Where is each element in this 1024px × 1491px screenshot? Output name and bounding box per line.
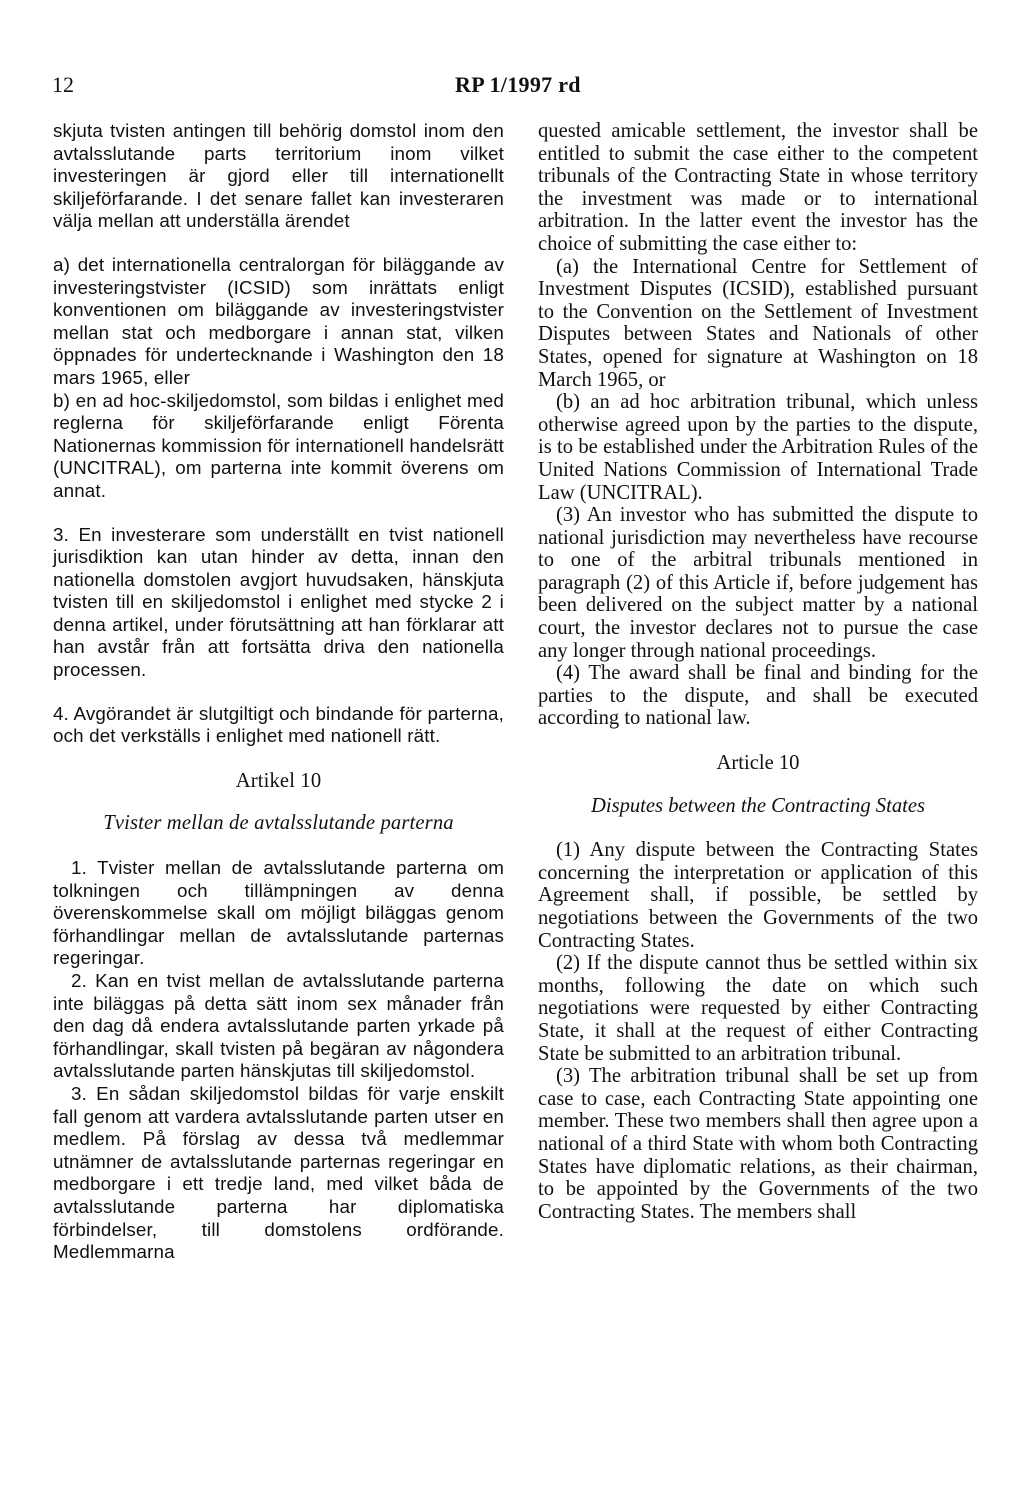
article-paragraph-2: 2. Kan en tvist mellan de avtalsslutande parterna inte biläggas på detta sätt inom sex månader från den dag då endera avtalsslutande parten yrkade på förhandlingar, skall tvisten på begäran av någondera avtalsslutande parten hänskjutas till skiljedomstol.	[53, 970, 504, 1082]
article-paragraph-3: 3. En sådan skiljedomstol bildas för varje enskilt fall genom att vardera avtalsslutande parten utser en medlem. På förslag av dessa två medlemmar utnämner de avtalsslutande parternas regeringar en medborgare i ett tredje land, med vilket båda de avtalsslutande parterna har diplomatiska förbindelser, till domstolens ordförande. Medlemmarna	[53, 1082, 504, 1263]
page-header	[0, 72, 1024, 98]
paragraph-option-a: a) det internationella centralorgan för biläggande av investeringstvister (ICSID) som inrättats enligt konventionen om biläggande av investeringstvister mellan stat och medborgare i annan stat, vilken öppnades för undertecknande i Washington den 18 mars 1965, eller	[53, 253, 504, 388]
swedish-column	[53, 120, 504, 1264]
paragraph-continuation: skjuta tvisten antingen till behörig domstol inom den avtalsslutande parts territorium inom vilket investeringen är gjord eller till internationellt skiljeförfarande. I det senare fallet kan investeraren välja mellan att underställa ärendet	[53, 120, 504, 232]
paragraph-3: (3) An investor who has submitted the dispute to national jurisdiction may nevertheless have recourse to one of the arbitral tribunals mentioned in paragraph (2) of this Article if, before judgement has been delivered on the subject matter by a national court, the investor declares not to pursue the case any longer through national proceedings.	[538, 504, 978, 662]
article-title: Disputes between the Contracting States	[590, 794, 926, 817]
paragraph-continuation: quested amicable settlement, the investor shall be entitled to submit the case either to the competent tribunals of the Contracting State in whose territory the investment was made or to international arbitration. In the latter event the investor has the choice of submitting the case either to:	[538, 120, 978, 255]
document-reference: RP 1/1997 rd	[455, 72, 581, 97]
paragraph-4: 4. Avgörandet är slutgiltigt och bindande för parterna, och det verkställs i enlighet med nationell rätt.	[53, 702, 504, 747]
paragraph-4: (4) The award shall be final and binding for the parties to the dispute, and shall be executed according to national law.	[538, 662, 978, 730]
article-paragraph-1: 1. Tvister mellan de avtalsslutande parterna om tolkningen och tillämpningen av denna överenskommelse skall om möjligt biläggas genom förhandlingar mellan de avtalsslutande parternas regeringar.	[53, 857, 504, 969]
page-number: 12	[52, 72, 74, 97]
paragraph-option-b: (b) an ad hoc arbitration tribunal, which unless otherwise agreed upon by the parties to the dispute, is to be established under the Arbitration Rules of the United Nations Commission of International Trade Law (UNCITRAL).	[538, 391, 978, 504]
paragraph-option-a: (a) the International Centre for Settlement of Investment Disputes (ICSID), established pursuant to the Convention on the Settlement of Investment Disputes between States and Nationals of other States, opened for signature at Washington on 18 March 1965, or	[538, 255, 978, 391]
article-heading: Artikel 10	[235, 769, 322, 792]
article-paragraph-1: (1) Any dispute between the Contracting States concerning the interpretation or application of this Agreement shall, if possible, be settled by negotiations between the Governments of the two Contracting States.	[538, 839, 978, 952]
article-paragraph-3: (3) The arbitration tribunal shall be set up from case to case, each Contracting State appointing one member. These two members shall then agree upon a national of a third State with whom both Contracting States have diplomatic relations, as their chairman, to be appointed by the Governments of the two Contracting States. The members shall	[538, 1065, 978, 1223]
paragraph-3: 3. En investerare som underställt en tvist nationell jurisdiktion kan utan hinder av detta, innan den nationella domstolen avgjort huvudsaken, hänskjuta tvisten till en skiljedomstol i enlighet med stycke 2 i denna artikel, under förutsättning att han förklarar att han avstår från att fortsätta driva den nationella processen.	[53, 523, 504, 681]
english-column	[538, 120, 978, 1223]
article-paragraph-2: (2) If the dispute cannot thus be settled within six months, following the date on which such negotiations were requested by either Contracting State, it shall at the request of either Contracting State be submitted to an arbitration tribunal.	[538, 952, 978, 1065]
article-heading: Article 10	[716, 752, 800, 775]
paragraph-option-b: b) en ad hoc-skiljedomstol, som bildas i enlighet med reglerna för skiljeförfarande enligt Förenta Nationernas kommission för internationell handelsrätt (UNCITRAL), om parterna inte kommit överens om annat.	[53, 389, 504, 501]
article-title: Tvister mellan de avtalsslutande parterna	[103, 812, 454, 835]
